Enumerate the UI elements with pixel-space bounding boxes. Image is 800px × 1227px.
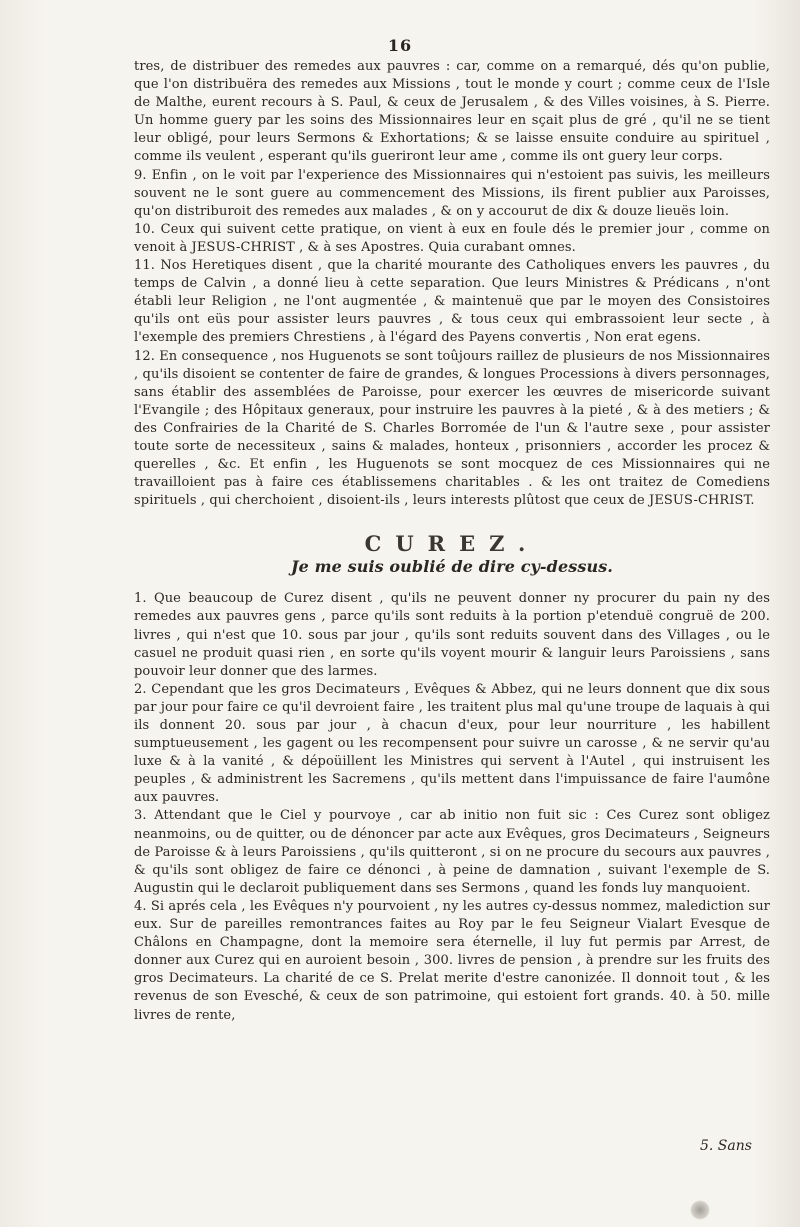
paragraph: 10. Ceux qui suivent cette pratique, on vient à eux en foule dés le premier jour , comme on venoit à JESUS-CHRIST , & à ses Apostres. Quia curabant omnes. [134,221,770,255]
paragraph: 2. Cependant que les gros Decimateurs , Evêques & Abbez, qui ne leurs donnent que dix sous par jour pour faire ce qu'il devroient faire , les traitent plus mal qu'une troupe de laquais à qui ils donnent 20. sous par jour , à chacun d'eux, pour leur nourriture , les habillent sumptueusement , les gagent ou les recompensent pour suivre un carosse , & ne servir qu'au luxe & à la vanité , & dépoüillent les Ministres qui servent à l'Autel , qui instruisent les peuples , & administrent les Sacremens , qu'ils mettent dans l'impuissance de faire l'aumône aux pauvres. [134,681,770,806]
page-body [134,58,770,1025]
paragraph: 3. Attendant que le Ciel y pourvoye , car ab initio non fuit sic : Ces Curez sont obligez neanmoins, ou de quitter, ou de dénoncer par acte aux Evêques, gros Decimateurs , Seigneurs de Paroisse & à leurs Paroissiens , qu'ils quitteront , si on ne procure du secours aux pauvres , & qu'ils sont obligez de faire ce dénonci , à peine de damnation , suivant l'exemple de S. Augustin qui le declaroit publiquement dans ses Sermons , quand les fonds luy manquoient. [134,808,770,896]
ink-blot [690,1200,710,1220]
paragraph: 4. Si aprés cela , les Evêques n'y pourvoient , ny les autres cy-dessus nommez, malediction sur eux. Sur de pareilles remontrances faites au Roy par le feu Seigneur Vialart Evesque de Châlons en Champagne, dont la memoire sera éternelle, il luy fut permis par Arrest, de donner aux Curez qui en auroient besoin , 300. livres de pension , à prendre sur les fruits des gros Decimateurs. La charité de ce S. Prelat merite d'estre canonizée. Il donnoit tout , & les revenus de son Evesché, & ceux de son patrimoine, qui estoient fort grands. 40. à 50. mille livres de rente, [134,898,770,1023]
catchword: 5. Sans [700,1138,752,1154]
page-number: 16 [387,36,413,55]
paragraph: 11. Nos Heretiques disent , que la charité mourante des Catholiques envers les pauvres , du temps de Calvin , a donné lieu à cette separation. Que leurs Ministres & Prédicans , n'ont établi leur Religion , ne l'ont augmentée , & maintenuë que par le moyen des Consistoires qu'ils ont eüs pour assister leurs pauvres , & tous ceux qui embrassoient leur secte , à l'exemple des premiers Chrestiens , à l'égard des Payens convertis , Non erat egens. [134,258,770,346]
section-subtitle: Je me suis oublié de dire cy-dessus. [291,557,613,577]
paragraph: tres, de distribuer des remedes aux pauvres : car, comme on a remarqué, dés qu'on publie, que l'on distribuëra des remedes aux Missions , tout le monde y court ; comme ceux de l'Isle de Malthe, eurent recours à S. Paul, & ceux de Jerusalem , & des Villes voisines, à S. Pierre. Un homme guery par les soins des Missionnaires leur en sçait plus de gré , qu'il ne se tient leur obligé, pour leurs Sermons & Exhortations; & se laisse ensuite conduire au spirituel , comme ils veulent , esperant qu'ils gueriront leur ame , comme ils ont guery leur corps. [134,59,770,165]
paragraph: 12. En consequence , nos Huguenots se sont toûjours raillez de plusieurs de nos Missionnaires , qu'ils disoient se contenter de faire de grandes, & longues Processions à divers personnages, sans établir des assemblées de Paroisse, pour exercer les œuvres de misericorde suivant l'Evangile ; des Hôpitaux generaux, pour instruire les pauvres à la pieté , & à des metiers ; & des Confrairies de la Charité de S. Charles Borromée de l'un & l'autre sexe , pour assister toute sorte de necessiteux , sains & malades, honteux , prisonniers , accorder les procez & querelles , &c. Et enfin , les Huguenots se sont mocquez de ces Missionnaires qui ne travailloient pas à faire ces établissemens charitables . & les ont traitez de Comediens spirituels , qui cherchoient , disoient-ils , leurs interests plûtost que ceux de JESUS-CHRIST. [134,348,771,509]
section-title: CUREZ. [364,531,540,557]
section-heading [134,532,770,578]
paragraph: 1. Que beaucoup de Curez disent , qu'ils ne peuvent donner ny procurer du pain ny des remedes aux pauvres gens , parce qu'ils sont reduits à la portion p'etenduë congruë de 200. livres , qui n'est que 10. sous par jour , qu'ils sont reduits souvent dans des Villages , ou le casuel ne produit quasi rien , en sorte qu'ils voyent mourir & languir leurs Paroissiens , sans pouvoir leur donner que des larmes. [134,591,770,679]
paragraph: 9. Enfin , on le voit par l'experience des Missionnaires qui n'estoient pas suivis, les meilleurs souvent ne le sont guere au commencement des Missions, ils firent publier aux Paroisses, qu'on distriburoit des remedes aux malades , & on y accourut de dix & douze lieuës loin. [134,167,770,219]
